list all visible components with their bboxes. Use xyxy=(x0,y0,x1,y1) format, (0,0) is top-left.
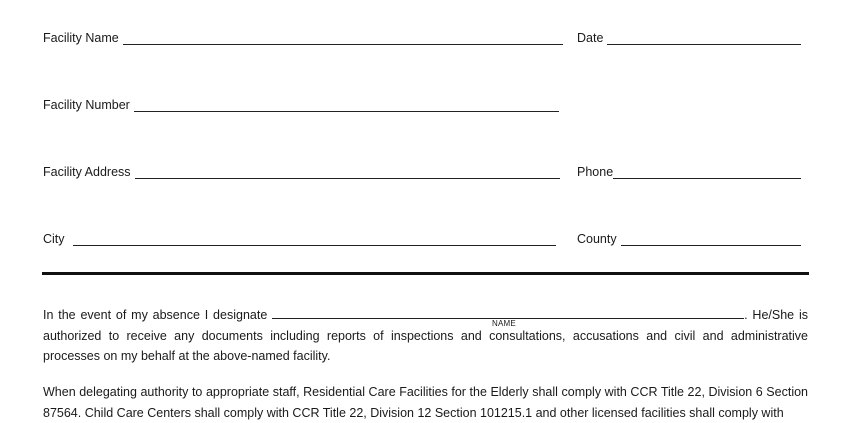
phone-row xyxy=(577,164,801,179)
facility-address-label: Facility Address xyxy=(43,165,131,179)
county-field[interactable] xyxy=(621,231,801,246)
facility-name-label: Facility Name xyxy=(43,31,119,45)
phone-field[interactable] xyxy=(613,164,801,179)
delegation-paragraph: When delegating authority to appropriate staff, Residential Care Facilities for the Elderly shall comply with CCR Title 22, Division 6 Section 87564. Child Care Centers shall comply with CCR Title 22, Division 12 Section 101215.1 and other licensed facilities shall comply with xyxy=(43,385,808,420)
city-row xyxy=(43,231,556,246)
facility-address-field[interactable] xyxy=(135,164,560,179)
date-field[interactable] xyxy=(607,30,801,45)
facility-name-field[interactable] xyxy=(123,30,563,45)
facility-number-field[interactable] xyxy=(134,97,559,112)
designation-paragraph xyxy=(43,305,808,367)
designee-name-field[interactable] xyxy=(272,307,744,319)
city-label: City xyxy=(43,232,65,246)
name-caption: NAME xyxy=(492,319,516,328)
date-row xyxy=(577,30,801,45)
date-label: Date xyxy=(577,31,604,45)
section-divider xyxy=(42,272,809,275)
county-row xyxy=(577,231,801,246)
facility-address-row xyxy=(43,164,560,179)
phone-label: Phone xyxy=(577,165,614,179)
facility-number-row xyxy=(43,97,559,112)
county-label: County xyxy=(577,232,617,246)
designation-text-before: In the event of my absence I designate xyxy=(43,308,268,322)
facility-number-label: Facility Number xyxy=(43,98,130,112)
city-field[interactable] xyxy=(73,231,556,246)
facility-name-row xyxy=(43,30,563,45)
designation-text-after: . He/She is authorized to receive any documents including reports of inspections and consultations, accusations and civil and administrative processes on my behalf at the above-named facility. xyxy=(43,308,808,363)
